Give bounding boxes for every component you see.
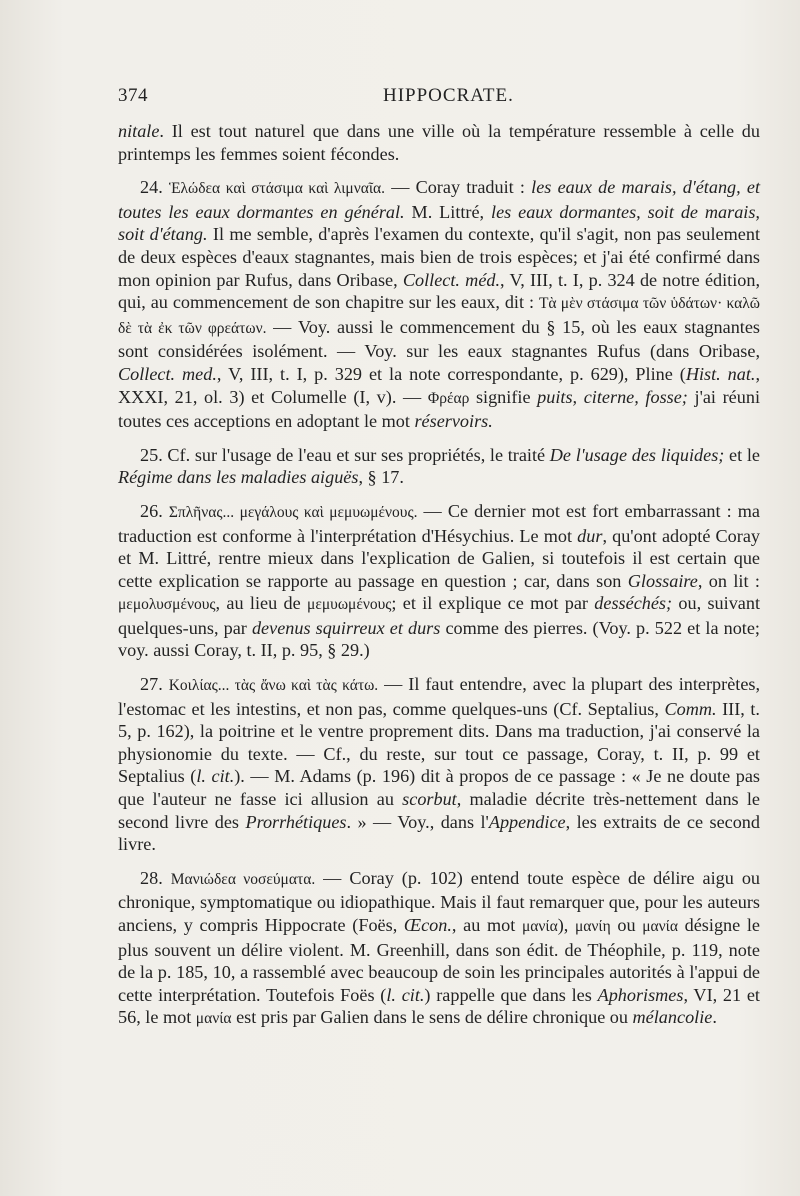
italic-text: scorbut [402, 789, 457, 810]
text-run: ), [557, 915, 575, 935]
text-run: — Coray (p. 102) entend toute espèce de délire aigu ou chronique, symptomatique ou idiopathique. Mais il faut remarquer que, pour les auteurs anciens, y compris Hippocrate (Foës, [118, 867, 761, 935]
text-run: , V, III, t. I, p. 329 et la note correspondante, p. 629), Pline ( [216, 363, 686, 384]
note-25 [118, 444, 760, 489]
italic-text: les eaux de marais, d'étang, et toutes les eaux dormantes en général. [118, 177, 761, 222]
note-24 [118, 176, 760, 433]
italic-text: Collect. méd. [402, 269, 501, 290]
italic-text: puits, citerne, fosse; [537, 386, 688, 407]
text-run: 24. [140, 177, 169, 198]
text-run: désigne le plus souvent un délire violent. M. Greenhill, dans son édit. de Théophile, p. 119, note de la p. 185, 10, a rassemblé avec beaucoup de soin les principales autorités à l'appui de cette interprétation. Toutefois Foës ( [118, 915, 761, 1005]
italic-text: Appendice [488, 811, 566, 832]
text-run: j'ai réuni toutes ces acceptions en adoptant le mot [118, 386, 760, 432]
italic-text: desséchés; [594, 593, 673, 614]
italic-text: De l'usage des liquides; [549, 444, 725, 465]
text-run: ). — M. Adams (p. 196) dit à propos de ce passage : « Je ne doute pas que l'auteur ne fasse ici allusion au [118, 766, 760, 810]
greek-text: μανία [642, 918, 678, 935]
text-run: — Coray traduit : [385, 177, 532, 198]
text-run: Il me semble, d'après l'examen du contexte, qu'il s'agit, non pas seulement de deux espèces d'eaux stagnantes, mais bien de trois espèces; et j'ai été confirmé dans mon opinion par Rufus, dans Oribase, [118, 224, 760, 290]
text-run: 26. [140, 500, 169, 521]
text-run: — Voy. aussi le commencement du § 15, où les eaux stagnantes sont considérées isolément. — Voy. sur les eaux stagnantes Rufus (dans Oribase, [118, 316, 761, 362]
running-header [118, 85, 758, 111]
greek-text: Μανιώδεα νοσεύματα. [170, 870, 316, 888]
italic-text: Aphorismes [597, 984, 684, 1005]
text-run: , on lit : [697, 570, 760, 591]
text-run: 28. [140, 867, 171, 888]
text-run: M. Littré, [404, 201, 492, 222]
text-run: , au lieu de [215, 593, 308, 614]
text-run: . » — Voy., dans l' [346, 811, 489, 832]
page-body [118, 120, 760, 1031]
running-title: HIPPOCRATE. [383, 85, 514, 106]
text-run: est pris par Galien dans le sens de délire chronique ou [231, 1007, 633, 1028]
note-26 [118, 500, 760, 662]
greek-text: μεμολυσμένους [118, 596, 216, 614]
italic-text: Œcon. [403, 915, 452, 935]
italic-text: dur [577, 525, 603, 546]
text-run: et le [724, 444, 760, 465]
italic-text: nitale [118, 121, 160, 141]
italic-text: l. cit. [386, 984, 425, 1005]
italic-text: Collect. med. [118, 363, 217, 384]
greek-text: Κοιλίας... τὰς ἄνω καὶ τὰς κάτω. [168, 677, 379, 695]
italic-text: les eaux dormantes, soit de marais, soit d'étang. [118, 201, 760, 245]
note-27 [118, 673, 760, 856]
text-run: ) rappelle que dans les [424, 984, 598, 1005]
greek-text: Φρέαρ [427, 389, 470, 407]
text-run: 25. Cf. sur l'usage de l'eau et sur ses propriétés, le traité [140, 444, 550, 465]
text-run: signifie [469, 386, 538, 407]
greek-text: μανία [521, 918, 558, 935]
text-run: . [712, 1007, 717, 1028]
text-run: ou, suivant quelques-uns, par [118, 593, 761, 638]
note-28 [118, 867, 760, 1031]
greek-text: Τὰ μὲν στάσιμα τῶν ὑδάτων· καλῶ δὲ τὰ ἐκ τῶν φρεάτων. [118, 295, 761, 337]
text-run: 27. [140, 674, 169, 695]
text-run: , § 17. [358, 467, 404, 488]
text-run: . Il est tout naturel que dans une ville où la température ressemble à celle du printemps les femmes soient fécondes. [118, 121, 760, 164]
italic-text: Comm. [664, 698, 717, 719]
text-run: comme des pierres. (Voy. p. 522 et la note; voy. aussi Coray, t. II, p. 95, § 29.) [118, 617, 760, 661]
greek-text: Ἑλώδεα καὶ στάσιμα καὶ λιμναῖα. [168, 180, 385, 198]
italic-text: Régime dans les maladies aiguës [118, 467, 359, 488]
text-run: ; et il explique ce mot par [391, 593, 595, 614]
greek-text: μανίη [574, 918, 611, 935]
greek-text: μεμυωμένους [307, 596, 392, 614]
italic-text: devenus squirreux et durs [251, 617, 441, 638]
text-run: , au mot [451, 915, 522, 935]
italic-text: Glossaire [627, 570, 698, 591]
italic-text: mélancolie [632, 1007, 713, 1028]
italic-text: réservoirs. [414, 411, 493, 432]
italic-text: Hist. nat. [685, 363, 756, 384]
text-run: ou [610, 915, 643, 935]
text-run: — Il faut entendre, avec la plupart des interprètes, l'estomac et les intestins, et non pas, comme quelques-uns (Cf. Septalius, [118, 674, 761, 719]
paragraph-continuation [118, 120, 760, 165]
page-number: 374 [118, 85, 148, 106]
greek-text: μανία [195, 1010, 232, 1028]
greek-text: Σπλῆνας... μεγάλους καὶ μεμυωμένους. [168, 503, 418, 521]
text-run: , maladie décrite très-nettement dans le second livre des [118, 789, 761, 832]
italic-text: Prorrhétiques [245, 811, 347, 832]
text-run: , qu'ont adopté Coray et M. Littré, rentre mieux dans l'explication de Galien, si toutefois il est certain que cette explication se rapporte au passage en question ; car, dans son [118, 525, 760, 591]
italic-text: l. cit. [196, 766, 235, 787]
text-run: — Ce dernier mot est fort embarrassant : ma traduction est conforme à l'interprétation d'Hésychius. Le mot [118, 500, 760, 546]
text-run: III, t. 5, p. 162), la poitrine et le ventre proprement dits. Dans ma traduction, j'ai conservé la physionomie du texte. — Cf., du reste, sur tout ce passage, Coray, t. II, p. 99 et Septalius ( [118, 698, 760, 787]
text-run: , VI, 21 et 56, le mot [118, 984, 760, 1028]
text-run: , les extraits de ce second livre. [118, 811, 760, 855]
text-run: , XXXI, 21, ol. 3) et Columelle (I, v). — [118, 363, 760, 407]
text-run: , V, III, t. I, p. 324 de notre édition, qui, au commencement de son chapitre sur les eaux, dit : [118, 269, 760, 313]
